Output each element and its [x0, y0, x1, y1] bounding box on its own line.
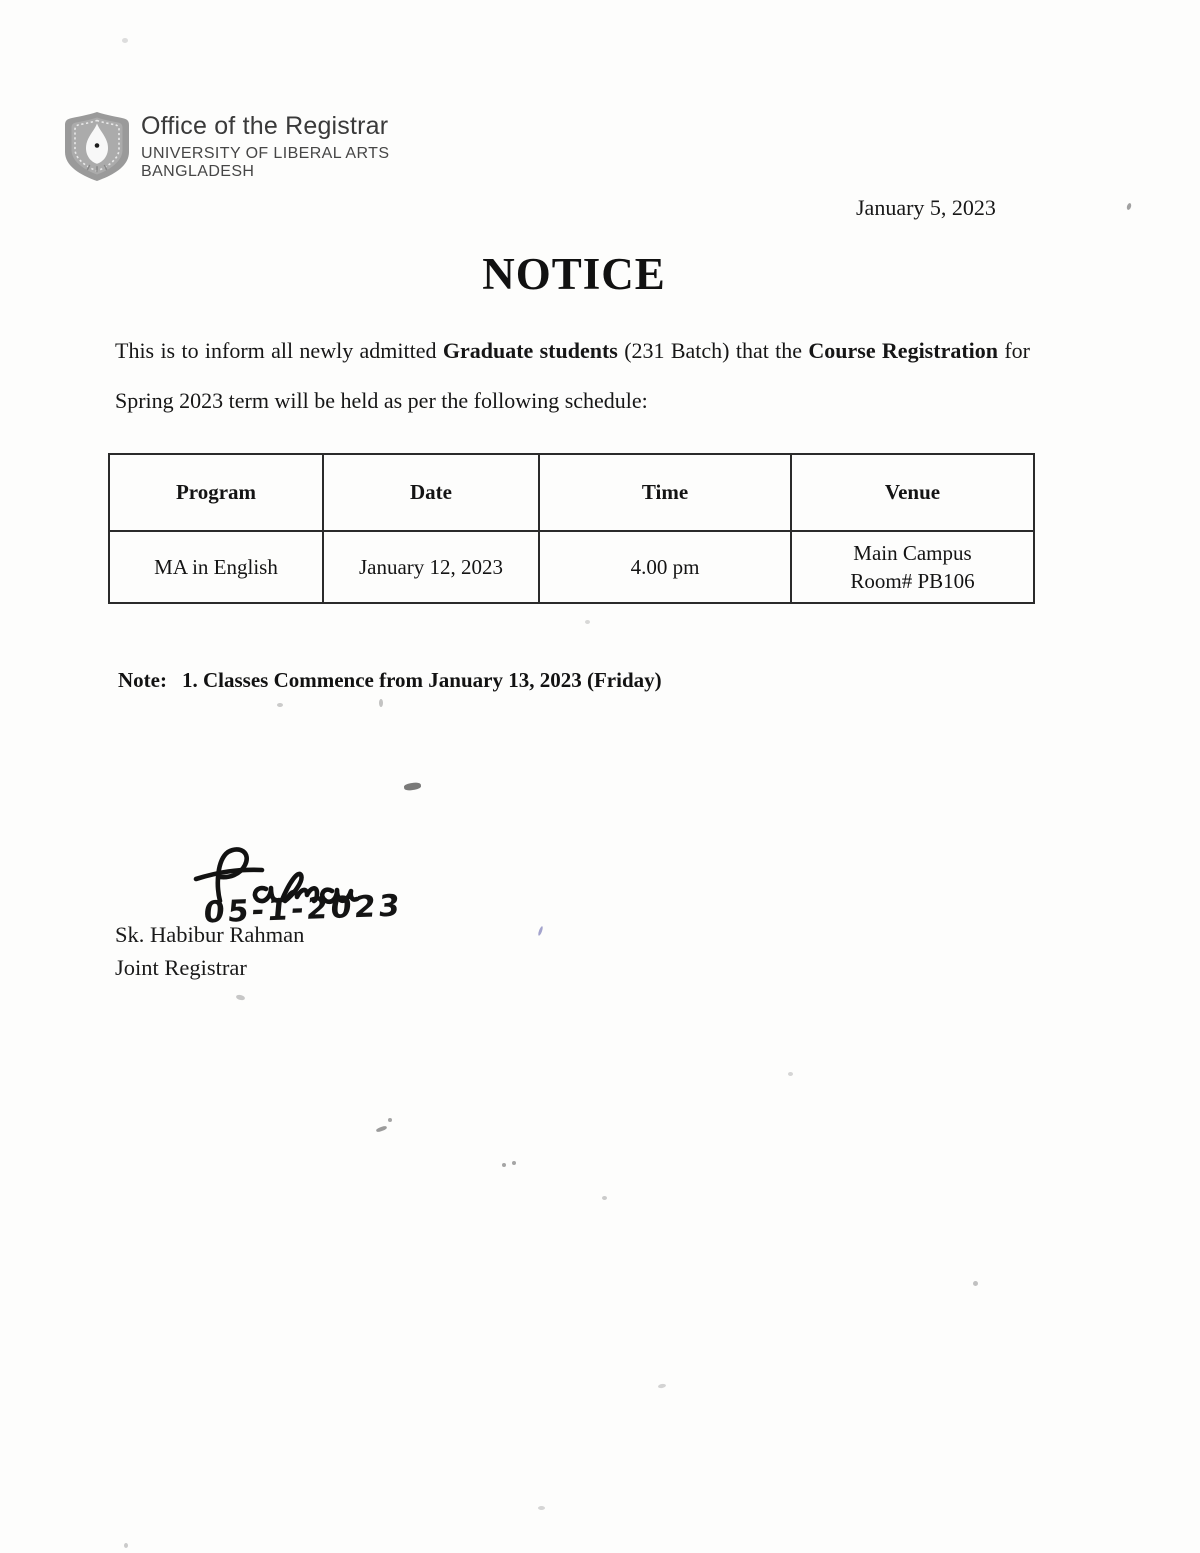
letterhead: [62, 110, 389, 184]
scan-speck: [376, 1125, 388, 1133]
body-rest: for Spring 2023 term will be held as per the following schedule:: [115, 338, 1031, 413]
scan-speck: [537, 926, 543, 936]
scan-speck: [538, 1506, 545, 1510]
scan-speck: [512, 1161, 516, 1165]
scan-speck: [658, 1383, 667, 1388]
issue-date: January 5, 2023: [856, 195, 996, 220]
scan-speck: [502, 1163, 506, 1167]
header-date: Date: [323, 454, 539, 531]
note-text: 1. Classes Commence from January 13, 2023 (Friday): [181, 668, 662, 692]
scan-speck: [277, 703, 283, 707]
scan-speck: [122, 38, 128, 43]
header-time: Time: [539, 454, 791, 531]
scan-speck: [1126, 203, 1132, 211]
cell-venue: [791, 531, 1034, 603]
letterhead-country: BANGLADESH: [141, 163, 255, 180]
body-mid: (231 Batch) that the: [617, 338, 809, 363]
scan-speck: [788, 1072, 793, 1076]
scan-speck: [388, 1118, 392, 1122]
cell-date: January 12, 2023: [323, 531, 539, 603]
header-program: Program: [109, 454, 323, 531]
header-venue: Venue: [791, 454, 1034, 531]
scan-speck: [973, 1281, 978, 1286]
body-intro: This is to inform all newly admitted: [115, 338, 443, 363]
scan-speck: [236, 994, 246, 1001]
body-bold-graduate-students: Graduate students: [442, 338, 618, 363]
cell-program: MA in English: [109, 531, 323, 603]
scan-speck: [379, 699, 383, 707]
signatory-name: Sk. Habibur Rahman: [115, 922, 305, 947]
body-bold-course-registration: Course Registration: [808, 338, 999, 363]
letterhead-text: [141, 110, 389, 181]
letterhead-office: Office of the Registrar: [141, 112, 389, 140]
signatory-title: Joint Registrar: [115, 955, 247, 980]
schedule-header-row: [109, 454, 1034, 531]
note-label: Note:: [118, 668, 167, 692]
scan-speck: [404, 782, 422, 791]
letterhead-university: UNIVERSITY OF LIBERAL ARTS: [141, 145, 390, 162]
table-row: [109, 531, 1034, 603]
scan-speck: [124, 1543, 128, 1548]
body-paragraph: [115, 326, 1030, 426]
ulab-crest-icon: [62, 110, 132, 184]
note-line: [118, 668, 662, 693]
page-title: NOTICE: [482, 249, 666, 299]
scan-speck: [585, 620, 590, 624]
signature-handwritten-date: 05-1-2023: [202, 888, 404, 931]
schedule-table: [108, 453, 1035, 604]
cell-time: 4.00 pm: [539, 531, 791, 603]
venue-line1: Main Campus: [853, 541, 972, 565]
venue-line2: Room# PB106: [850, 569, 975, 593]
scan-speck: [602, 1196, 607, 1200]
